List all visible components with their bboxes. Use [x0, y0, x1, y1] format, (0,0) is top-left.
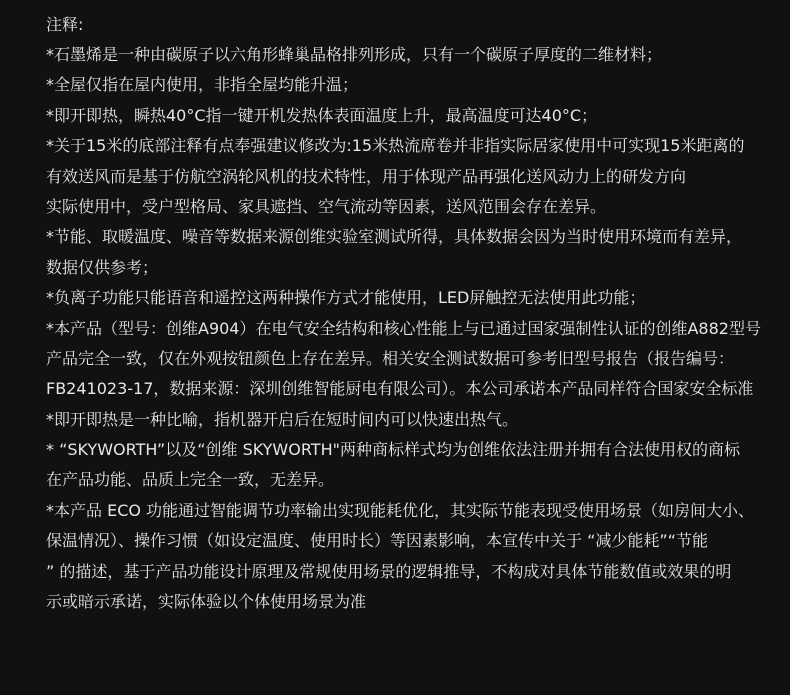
note-item [46, 496, 776, 618]
note-item [46, 283, 776, 313]
note-line: *节能、取暖温度、噪音等数据来源创维实验室测试所得，具体数据会因为当时使用环境而有差异， [46, 227, 743, 247]
notes-heading: 注释: [46, 15, 84, 34]
note-line: 示或暗示承诺，实际体验以个体使用场景为准 [46, 592, 367, 612]
note-line: *即开即热，瞬热40°C指一键开机发热体表面温度上升，最高温度可达40°C； [46, 105, 598, 125]
notes-list [46, 40, 776, 617]
note-item [46, 131, 776, 222]
note-item [46, 70, 776, 100]
note-line: 实际使用中，受户型格局、家具遮挡、空气流动等因素，送风范围会存在差异。 [46, 196, 607, 216]
note-item [46, 405, 776, 435]
note-line: ” 的描述，基于产品功能设计原理及常规使用场景的逻辑推导，不构成对具体节能数值或效果的明 [46, 561, 732, 581]
note-item [46, 40, 776, 70]
note-line: *本产品 ECO 功能通过智能调节功率输出实现能耗优化，其实际节能表现受使用场景（如房间大小、 [46, 500, 755, 520]
note-line: 数据仅供参考； [46, 257, 159, 277]
note-line: 保温情况）、操作习惯（如设定温度、使用时长）等因素影响，本宣传中关于 “减少能耗”“节能 [46, 531, 708, 551]
note-line: 在产品功能、品质上完全一致，无差异。 [46, 470, 335, 490]
note-line: *本产品（型号：创维A904）在电气安全结构和核心性能上与已通过国家强制性认证的创维A882型号 [46, 318, 761, 338]
note-line: 有效送风而是基于仿航空涡轮风机的技术特性，用于体现产品再强化送风动力上的研发方向 [46, 166, 687, 186]
note-line: *石墨烯是一种由碳原子以六角形蜂巢晶格排列形成，只有一个碳原子厚度的二维材料； [46, 45, 663, 64]
note-item [46, 314, 776, 405]
note-line: * “SKYWORTH”以及“创维 SKYWORTH"两种商标样式均为创维依法注册并拥有合法使用权的商标 [46, 440, 740, 460]
note-line: 产品完全一致，仅在外观按钮颜色上存在差异。相关安全测试数据可参考旧型号报告（报告编号： [46, 348, 735, 368]
note-line: FB241023-17，数据来源：深圳创维智能厨电有限公司）。本公司承诺本产品同样符合国家安全标准 [46, 379, 754, 399]
note-line: *关于15米的底部注释有点奉强建议修改为:15米热流席卷并非指实际居家使用中可实现15米距离的 [46, 136, 745, 156]
note-item [46, 435, 776, 496]
note-item [46, 101, 776, 131]
note-line: *负离子功能只能语音和遥控这两种操作方式才能使用，LED屏触控无法使用此功能； [46, 288, 646, 308]
note-line: *全屋仅指在屋内使用，非指全屋均能升温； [46, 75, 359, 95]
note-item [46, 222, 776, 283]
note-line: *即开即热是一种比喻，指机器开启后在短时间内可以快速出热气。 [46, 409, 519, 429]
